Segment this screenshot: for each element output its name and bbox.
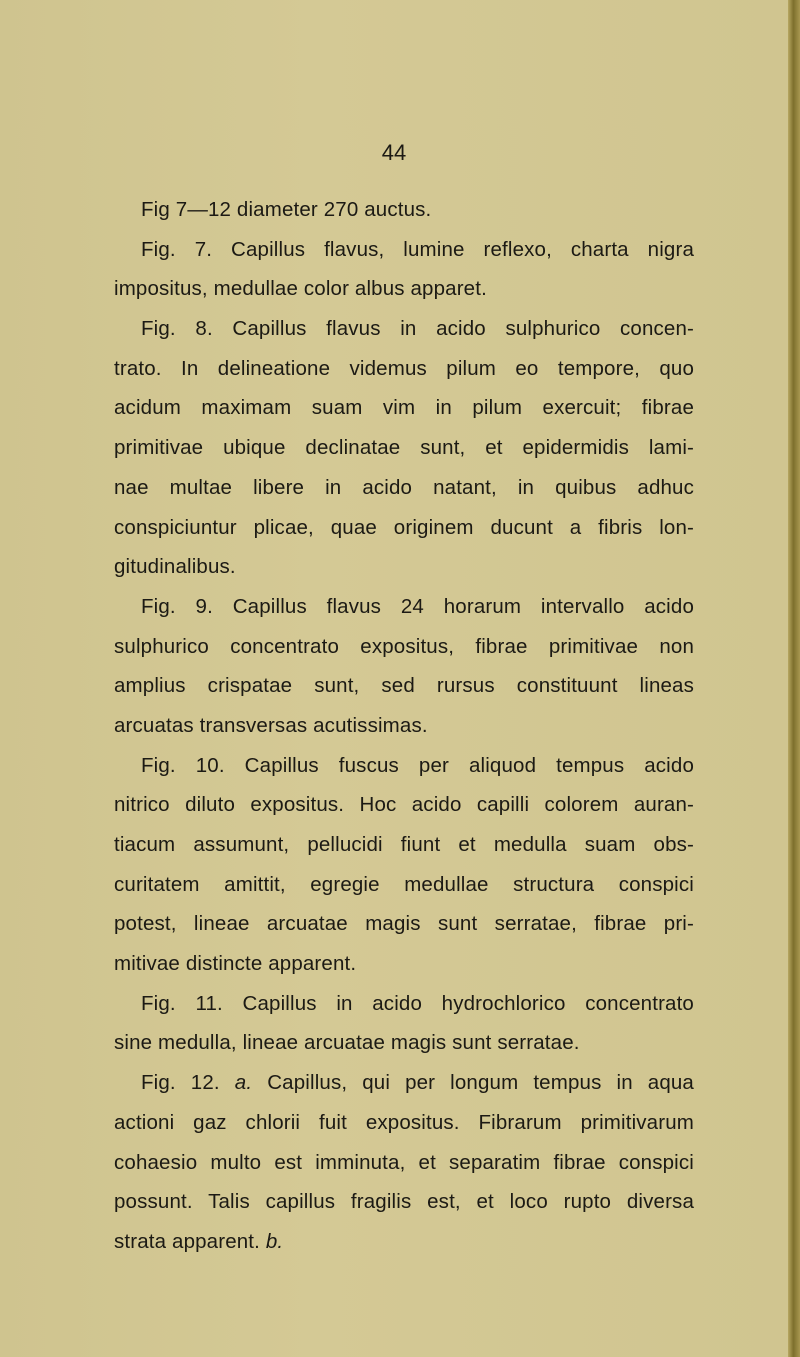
- text-line: [114, 904, 694, 944]
- text-line: [114, 666, 694, 706]
- figure-letter: a.: [234, 1071, 253, 1095]
- text-line: [114, 349, 694, 389]
- text-line-content: Fig. 11. Capillus in acido hydrochlorico concentrato: [141, 991, 694, 1015]
- text-line: [114, 309, 694, 349]
- text-line-content: primitivae ubique declinatae sunt, et epidermidis lami-: [114, 436, 694, 460]
- text-line: [114, 1143, 694, 1183]
- page-edge: [788, 0, 800, 1357]
- text-line-content: trato. In delineatione videmus pilum eo tempore, quo: [114, 356, 694, 380]
- text-line: [114, 587, 694, 627]
- text-line-content: arcuatas transversas acutissimas.: [114, 713, 428, 737]
- figure-letter: b.: [265, 1229, 284, 1253]
- text-line-content: sulphurico concentrato expositus, fibrae primitivae non: [114, 634, 694, 658]
- text-line-content: gitudinalibus.: [114, 555, 236, 579]
- text-line-content: strata apparent.: [114, 1229, 260, 1253]
- text-line: [114, 865, 694, 905]
- text-line-content: nae multae libere in acido natant, in quibus adhuc: [114, 475, 694, 499]
- text-line-content: Fig. 12.: [141, 1071, 220, 1095]
- text-line-content: nitrico diluto expositus. Hoc acido capilli colorem auran-: [114, 793, 694, 817]
- text-line: [114, 508, 694, 548]
- text-line: [114, 269, 694, 309]
- text-line-content: acidum maximam suam vim in pilum exercuit; fibrae: [114, 396, 694, 420]
- text-line-content: impositus, medullae color albus apparet.: [114, 277, 487, 301]
- text-line-content: Fig. 10. Capillus fuscus per aliquod tempus acido: [141, 753, 694, 777]
- text-line: [114, 825, 694, 865]
- text-line-content: Fig. 9. Capillus flavus 24 horarum intervallo acido: [141, 594, 694, 618]
- text-line-content: amplius crispatae sunt, sed rursus constituunt lineas: [114, 674, 694, 698]
- body-text: [114, 190, 694, 1262]
- text-line-content: tiacum assumunt, pellucidi fiunt et medulla suam obs-: [114, 833, 694, 856]
- text-line: [114, 1023, 694, 1063]
- text-line: [114, 468, 694, 508]
- text-line: [114, 388, 694, 428]
- text-line: [114, 428, 694, 468]
- text-line: [114, 230, 694, 270]
- text-line-content: potest, lineae arcuatae magis sunt serratae, fibrae pri-: [114, 912, 694, 936]
- page-number: 44: [381, 140, 407, 165]
- text-line-content: possunt. Talis capillus fragilis est, et loco rupto diversa: [114, 1190, 694, 1214]
- text-line-content: Fig 7—12 diameter 270 auctus.: [141, 198, 432, 221]
- text-line-tail: Capillus, qui per longum tempus in aqua: [252, 1071, 694, 1095]
- text-line: [114, 1222, 694, 1262]
- text-line: [114, 547, 694, 587]
- text-line: [114, 627, 694, 667]
- text-line-content: cohaesio multo est imminuta, et separatim fibrae conspici: [114, 1150, 694, 1174]
- text-line-content: mitivae distincte apparent.: [114, 952, 357, 976]
- text-line-content: actioni gaz chlorii fuit expositus. Fibrarum primitivarum: [114, 1110, 694, 1134]
- text-line-content: sine medulla, lineae arcuatae magis sunt serratae.: [114, 1031, 580, 1055]
- text-line-content: Fig. 8. Capillus flavus in acido sulphurico concen-: [141, 317, 694, 341]
- text-line: [114, 190, 694, 230]
- text-line-content: conspiciuntur plicae, quae originem ducunt a fibris lon-: [114, 515, 694, 539]
- text-line-content: curitatem amittit, egregie medullae structura conspici: [114, 872, 694, 896]
- text-line: [114, 746, 694, 786]
- text-line: [114, 785, 694, 825]
- text-line-content: Fig. 7. Capillus flavus, lumine reflexo, charta nigra: [141, 237, 694, 261]
- text-line: [114, 984, 694, 1024]
- text-line: [114, 1182, 694, 1222]
- text-line: [114, 706, 694, 746]
- text-line: [114, 1103, 694, 1143]
- text-line: [114, 1063, 694, 1103]
- text-line: [114, 944, 694, 984]
